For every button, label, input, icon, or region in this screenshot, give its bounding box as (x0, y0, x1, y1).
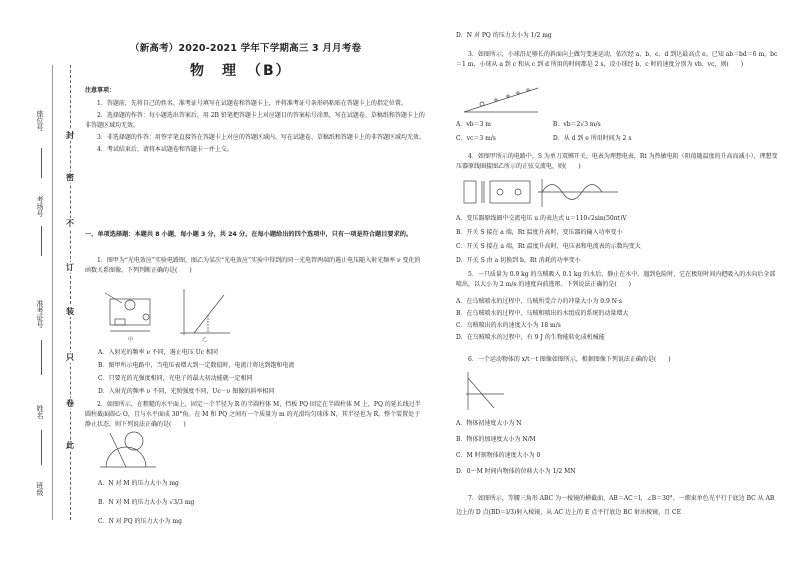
question-2-stem: 2．如图所示，在粗糙的水平面上，固定一个半径为 R 的半圆柱体 M，挡板 PQ 固定在半圆柱体 M 上，PQ 的延长线过半圆柱截面圆心 O，且与水平面成 30°角。在 M 和 PQ 之间有一个质量为 m 的光滑均匀球体 N，其半径也为 R。整个装置处于静止状态，则下列说法正确的是( ) (85, 401, 421, 428)
option-c: C．只要光的光强度相同，光电子的最大初动能就一定相同 (98, 375, 253, 382)
field-class: 班级 (36, 482, 44, 496)
option-row (456, 132, 778, 146)
field-exam-number: 准考证号 (36, 300, 44, 328)
option-c: C．N 对 PQ 的压力大小为 mg (98, 518, 182, 525)
option-d: D．从 d 到 e 所用时间为 2 s (552, 135, 632, 142)
option-c: C．开关 S 接在 a 端，Rt 温度升高时，电压表和电流表的示数均变大 (456, 243, 641, 250)
option-a: A．入射光的频率 ν 不同，遏止电压 Uc 相同 (98, 349, 219, 356)
question-2-options (98, 474, 428, 531)
notes-block (85, 86, 425, 155)
seal-char: 密 (66, 173, 74, 182)
seal-char: 封 (66, 131, 74, 140)
question-7-stem: 7．如图所示，等腰三角形 ABC 为一棱镜的横截面，AB＝AC＝l，∠B＝30°。一细束单色光平行于底边 BC 从 AB 边上的 D 点(BD＝l/3)射入棱镜，从 AC 边上的 E 点平行底边 BC 射出棱镜，且 CE (456, 495, 775, 516)
field-line (41, 340, 42, 375)
seal-char: 只 (66, 353, 74, 362)
option-d: D．开关 S 由 a 切换到 b，Rt 消耗的功率变小 (456, 257, 581, 264)
field-line (41, 148, 42, 178)
option-d: D．在乌贼喷水的过程中，有 9 J 的生物能转化成机械能 (456, 334, 605, 341)
seal-char: 订 (66, 263, 74, 272)
q1-fig-yi-label: 乙 (202, 337, 208, 343)
option-b: B．图甲所示电路中，当电压表增大到一定数值时，电流计将达到饱和电流 (98, 362, 295, 369)
question-3-stem: 3．如图所示，小球沿足够长的斜面向上做匀变速运动，依次经 a、b、c、d 到达最高点 e。已知 ab＝bd＝6 m，bc＝1 m，小球从 a 到 c 和从 c 到 d 所用的时间都是 2 s，设小球经 b、c 时的速度分别为 vb、vc，则( ) (456, 51, 778, 68)
field-line (41, 226, 42, 256)
option-c: C．vc＝3 m/s (456, 135, 496, 142)
option-c: C．M 时刻物体的速度大小为 0 (456, 452, 541, 459)
field-name: 姓名 (36, 405, 44, 419)
q3-figure (462, 84, 542, 114)
notes-item: 1．答题前，先将自己的姓名、准考证号填写在试题卷和答题卡上，并将准考证号条形码粘贴在答题卡上的指定位置。 (97, 100, 407, 107)
binding-solid-line (52, 65, 53, 520)
question-6-stem: 6．一个运动物体的 x/t－t 图像如图所示，根据图像下列说法正确的是( ) (468, 356, 671, 363)
q1-fig-jia-label: 甲 (128, 337, 134, 343)
q2-figure (98, 425, 158, 471)
option-b: B．开关 S 接在 a 端，Rt 温度升高时，变压器的输入功率变小 (456, 229, 623, 236)
notes-item: 2．选择题的作答：每小题选出答案后，用 2B 铅笔把答题卡上对应题目的答案标号涂黑，写在试题卷、草稿纸和答题卡上的非答题区域均无效。 (85, 112, 425, 129)
question-1-stem: 1．图甲为“光电效应”实验电路图，图乙为某次“光电效应”实验中得到的同一光电管两端的遏止电压随入射光频率 ν 变化的函数关系图像。下列判断正确的是( ) (85, 257, 421, 274)
seal-char: 不 (66, 219, 74, 228)
field-room-number: 考场号 (36, 196, 44, 217)
option-a: A．vb＝3 m (456, 121, 491, 128)
notes-item: 4．考试结束后，请将本试题卷和答题卡一并上交。 (97, 146, 233, 153)
seal-char: 此 (66, 441, 74, 450)
field-seat-number: 座位号 (36, 110, 44, 131)
section-heading: 一、单项选择题：本题共 8 小题，每小题 3 分，共 24 分。在每小题给出的四个选项中，只有一项是符合题目要求的。 (85, 231, 413, 238)
option-d: D．0～M 时间内物体的位移大小为 1/2 MN (456, 468, 576, 475)
field-line (41, 430, 42, 465)
option-a: A．在乌贼喷水的过程中，乌贼所受合力的冲量大小为 0.9 N·s (456, 298, 622, 305)
q6-figure (462, 370, 506, 412)
question-5-stem: 5．一只质量为 0.9 kg 的乌贼吸入 0.1 kg 的水后，静止在水中。遇到危险时，它在极短时间内把吸入的水向后全部喷出，以大小为 2 m/s 的速度向前逃窜。下列说法正确的是( ) (456, 271, 776, 288)
option-a: A．物体初速度大小为 N (456, 420, 522, 427)
q1-figure (100, 283, 235, 345)
option-row (456, 118, 778, 132)
question-5-options (456, 296, 778, 344)
option-b: B．N 对 M 的压力大小为 √3/3 mg (98, 499, 195, 506)
seal-char: 卷 (66, 399, 74, 408)
option-b: B．物体的加速度大小为 N/M (456, 436, 536, 443)
option-d: D．入射光的频率 ν 不同，光照强度不同，Uc－ν 图像的斜率相同 (98, 388, 275, 395)
stopping-voltage-graph (180, 289, 230, 335)
q4-figure (460, 177, 620, 209)
option-b: B．在乌贼喷水的过程中，乌贼和喷出的水组成的系统的动量增大 (456, 310, 629, 317)
question-2-option-d: D．N 对 PQ 的压力大小为 1/2 mg (456, 32, 552, 39)
question-6-options (456, 416, 778, 480)
subject-title: 物 理 （B） (190, 63, 292, 79)
notes-heading: 注意事项： (85, 87, 116, 94)
question-1-options (98, 346, 428, 398)
question-4-stem: 4．如图甲所示的电路中，S 为单刀双掷开关，电表为理想电表，Rt 为热敏电阻（阻值随温度的升高而减小），理想变压器原线圈接图乙所示的正弦交流电，则( ) (456, 153, 778, 170)
notes-item: 3．非选择题的作答：用签字笔直接答在答题卡上对应的答题区域内。写在试题卷、草稿纸和答题卡上的非答题区域均无效。 (97, 134, 425, 141)
photoelectric-circuit (105, 293, 150, 331)
option-a: A．N 对 M 的压力大小为 mg (98, 480, 179, 487)
option-b: B．vb＝2√3 m/s (552, 121, 601, 128)
exam-title: （新高考）2020-2021 学年下学期高三 3 月月考卷 (130, 43, 362, 54)
seal-char: 装 (66, 307, 74, 316)
question-3-options (456, 118, 778, 146)
option-a: A．变压器原线圈中交流电压 u 的表达式 u＝110√2sin(50πt)V (456, 215, 627, 222)
option-c: C．乌贼喷出的水的速度大小为 18 m/s (456, 322, 561, 329)
question-4-options (456, 212, 778, 268)
